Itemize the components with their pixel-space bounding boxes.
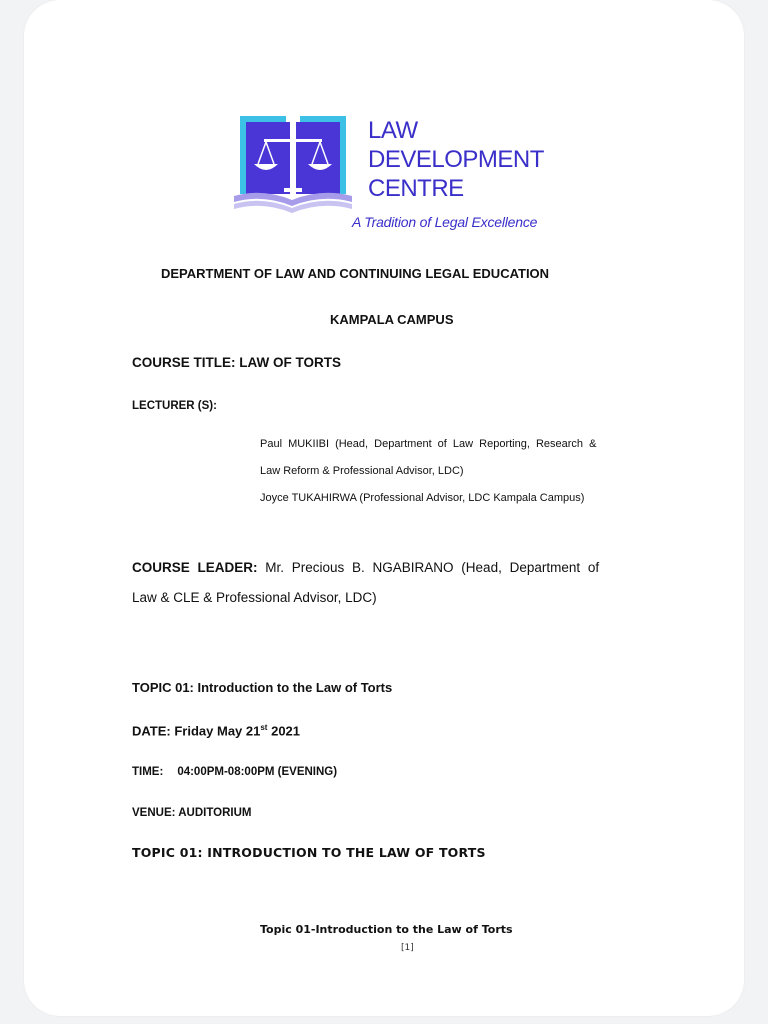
course-title: COURSE TITLE: LAW OF TORTS [132,355,341,370]
lecturers-label: LECTURER (S): [132,400,217,412]
campus-heading: KAMPALA CAMPUS [330,312,454,327]
logo-line-law: LAW [368,117,418,144]
logo-tagline: A Tradition of Legal Excellence [352,214,538,230]
department-heading: DEPARTMENT OF LAW AND CONTINUING LEGAL EDUCATION [161,266,550,281]
session-date [132,723,300,738]
topic-caps-heading: TOPIC 01: INTRODUCTION TO THE LAW OF TORTS [132,845,486,860]
course-leader-line-2: Law & CLE & Professional Advisor, LDC) [132,590,377,605]
course-leader-name: Mr. Precious B. NGABIRANO (Head, Department of [257,560,600,575]
time-value: 04:00PM-08:00PM (EVENING) [177,766,338,778]
document-page [24,0,744,1016]
topic-heading: TOPIC 01: Introduction to the Law of Torts [132,680,393,695]
page-footer-title: Topic 01-Introduction to the Law of Torts [260,923,513,936]
date-suffix: st [260,723,268,732]
lecturer-line-3: Joyce TUKAHIRWA (Professional Advisor, LDC Kampala Campus) [260,492,585,504]
lecturer-line-1: Paul MUKIIBI (Head, Department of Law Reporting, Research & [260,438,597,450]
session-venue: VENUE: AUDITORIUM [132,807,252,819]
logo-wordmark [368,116,544,203]
scales-of-justice-book-icon [232,112,362,217]
course-leader-line-1 [132,560,599,575]
logo-line-centre: CENTRE [368,175,464,202]
date-prefix: DATE: Friday May 21 [132,723,261,739]
course-leader-label: COURSE LEADER: [132,560,258,575]
date-year: 2021 [267,723,301,739]
logo-line-development: DEVELOPMENT [368,146,544,173]
page-number: [1] [401,943,414,953]
ldc-logo [232,112,552,237]
session-time [132,766,337,778]
lecturer-line-2: Law Reform & Professional Advisor, LDC) [260,465,464,477]
time-label: TIME: [132,766,164,778]
